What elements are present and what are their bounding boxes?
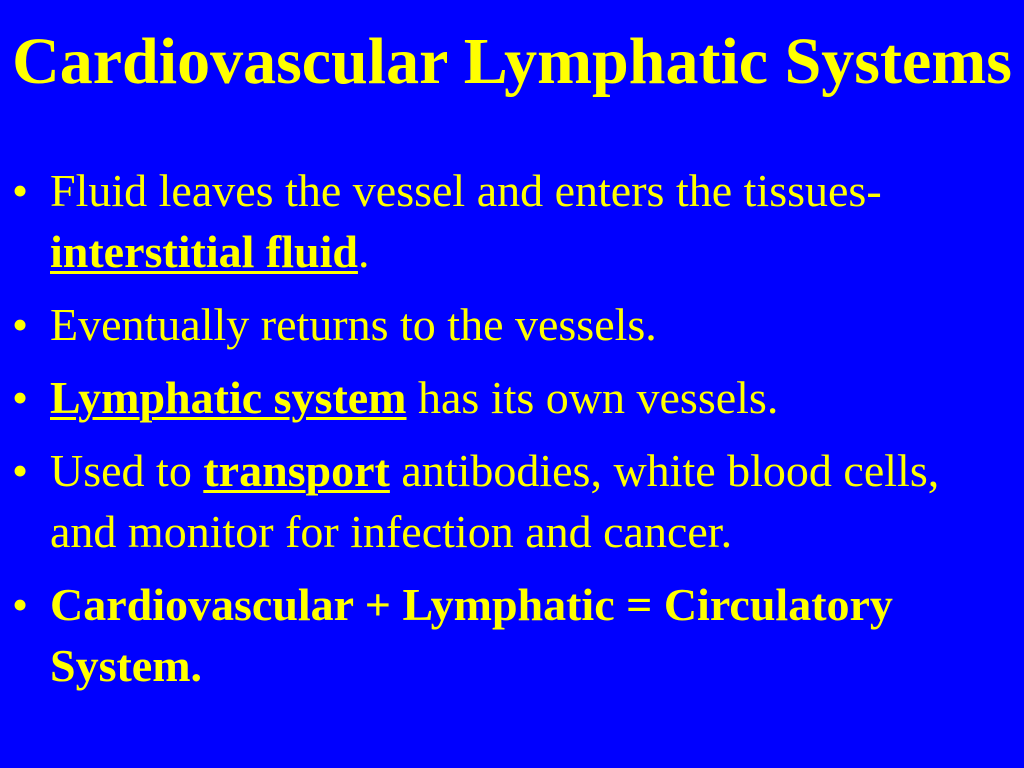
bullet-emphasis: transport	[203, 445, 390, 496]
bullet-item-lymphatic-system	[0, 367, 1024, 428]
bullet-item-circulatory-system	[0, 574, 1024, 696]
bullet-icon: •	[12, 165, 29, 216]
slide-title: Cardiovascular Lymphatic Systems	[12, 25, 1012, 98]
bullet-icon: •	[12, 579, 29, 630]
bullet-emphasis: Lymphatic system	[50, 372, 407, 423]
bullet-text: .	[357, 226, 370, 277]
bullet-item-transport	[0, 440, 1024, 562]
bullet-icon: •	[12, 445, 29, 496]
bullet-text: antibodies, white blood cells, and monitor for infection and cancer.	[50, 445, 940, 557]
bullet-text: has its own vessels.	[406, 372, 779, 423]
bullet-text-bold: Cardiovascular + Lymphatic = Circulatory System.	[50, 579, 893, 691]
bullet-item-returns	[0, 294, 1024, 355]
bullet-list	[0, 160, 1024, 708]
bullet-icon: •	[12, 299, 29, 350]
bullet-text: Used to	[50, 445, 204, 496]
bullet-icon: •	[12, 372, 29, 423]
bullet-item-interstitial-fluid	[0, 160, 1024, 282]
bullet-text: Eventually returns to the vessels.	[50, 299, 657, 350]
bullet-text: Fluid leaves the vessel and enters the tissues-	[50, 165, 882, 216]
bullet-emphasis: interstitial fluid	[50, 226, 358, 277]
